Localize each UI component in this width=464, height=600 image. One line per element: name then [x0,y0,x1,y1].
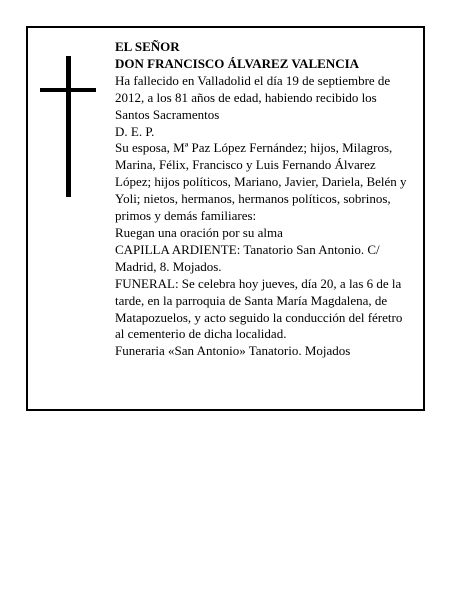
deceased-name: DON FRANCISCO ÁLVAREZ VALENCIA [115,55,360,71]
family-line: Su esposa, Mª Paz López Fernández; hijos, Milagros, [115,140,393,156]
family-line: López; hijos políticos, Mariano, Javier, Dariela, Belén y [115,174,407,190]
funeral-line: tarde, en la parroquia de Santa María Magdalena, de [115,292,388,308]
obituary-notice [26,26,425,411]
funeral-line: FUNERAL: Se celebra hoy jueves, día 20, a las 6 de la [115,275,402,291]
family-line: Marina, Félix, Francisco y Luis Fernando Álvarez [115,157,376,173]
latin-cross-icon [40,56,96,197]
dep-line: D. E. P. [115,123,155,139]
funeral-home-line: Funeraria «San Antonio» Tanatorio. Mojados [115,343,351,359]
family-line: Yoli; nietos, hermanos, hermanos políticos, sobrinos, [115,191,391,207]
death-announcement-line: Ha fallecido en Valladolid el día 19 de septiembre de [115,72,391,88]
family-line: primos y demás familiares: [115,208,257,224]
chapel-line: Madrid, 8. Mojados. [115,258,222,274]
death-announcement-line: 2012, a los 81 años de edad, habiendo recibido los [115,89,377,105]
chapel-line: CAPILLA ARDIENTE: Tanatorio San Antonio. C/ [115,241,380,257]
notice-text [115,39,418,360]
prayer-request-line: Ruegan una oración por su alma [115,224,283,240]
death-announcement-line: Santos Sacramentos [115,106,220,122]
deceased-title: EL SEÑOR [115,39,180,54]
funeral-line: Matapozuelos, y acto seguido la conducción del féretro [115,309,403,325]
funeral-line: al cementerio de dicha localidad. [115,326,287,342]
